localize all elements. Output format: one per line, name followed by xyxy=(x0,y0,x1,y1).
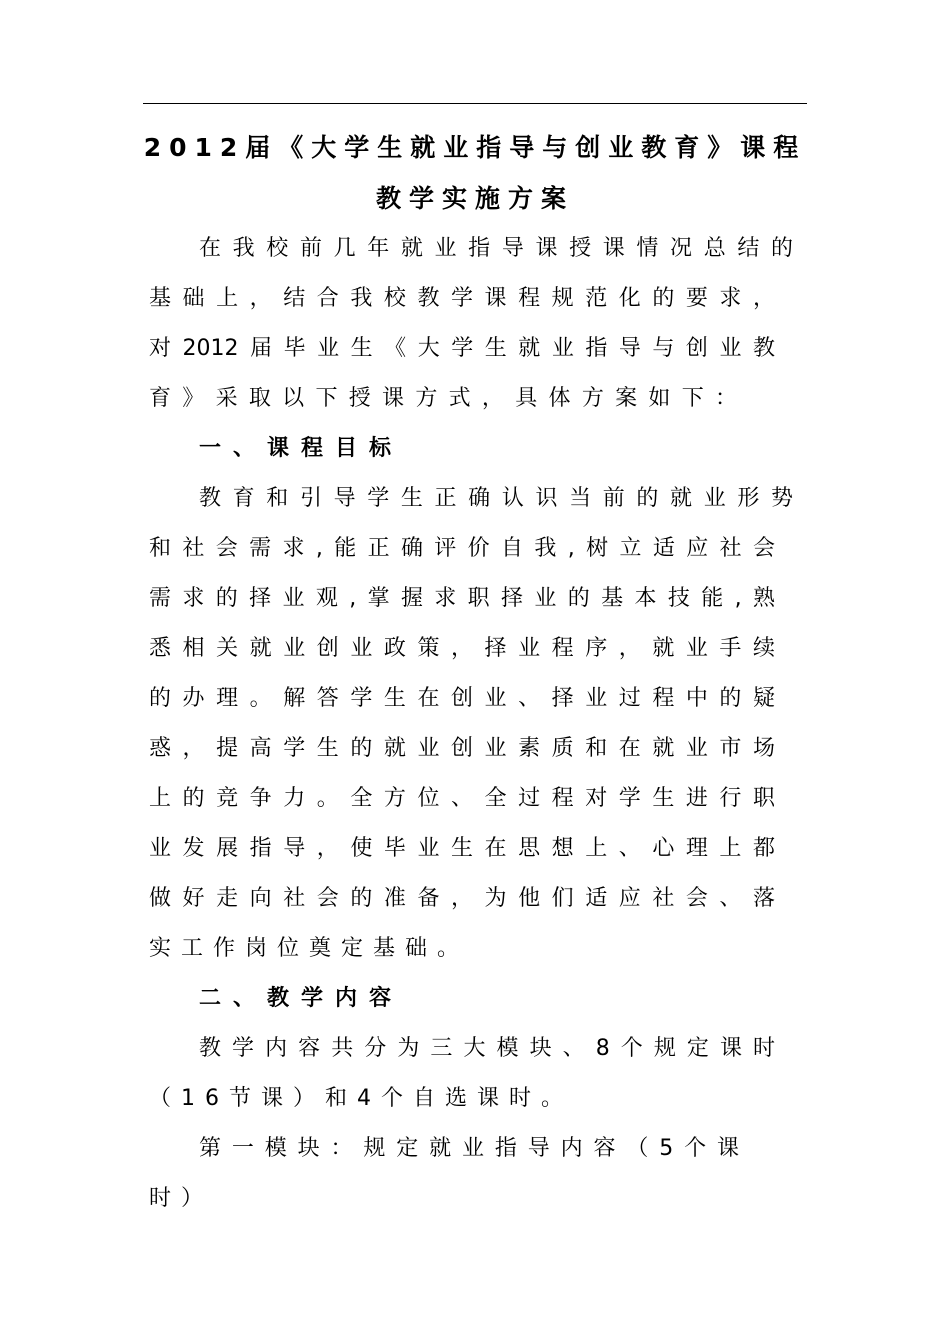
module-1-line-1: 第一模块：规定就业指导内容（5个课 xyxy=(199,1136,739,1161)
section-1-line-7: 上的竞争力。全方位、全过程对学生进行职 xyxy=(149,786,775,811)
section-1-line-9: 做好走向社会的准备，为他们适应社会、落 xyxy=(149,886,775,911)
intro-line-2: 基础上，结合我校教学课程规范化的要求， xyxy=(149,286,775,311)
document-title-line-2: 教学实施方案 xyxy=(375,184,574,213)
section-1-line-4: 悉相关就业创业政策，择业程序，就业手续 xyxy=(149,636,775,661)
section-1-line-1: 教育和引导学生正确认识当前的就业形势 xyxy=(199,486,793,511)
intro-line-1: 在我校前几年就业指导课授课情况总结的 xyxy=(199,236,793,261)
section-2-heading: 二、教学内容 xyxy=(199,986,404,1011)
section-2-line-1: 教学内容共分为三大模块、8个规定课时 xyxy=(199,1036,775,1061)
section-1-line-6: 惑，提高学生的就业创业素质和在就业市场 xyxy=(149,736,775,761)
section-1-line-2: 和社会需求,能正确评价自我,树立适应社会 xyxy=(149,536,775,561)
section-1-line-5: 的办理。解答学生在创业、择业过程中的疑 xyxy=(149,686,775,711)
section-1-line-10: 实工作岗位奠定基础。 xyxy=(149,936,470,961)
intro-line-4: 育》采取以下授课方式，具体方案如下： xyxy=(149,386,737,411)
document-title-line-1: 2012届《大学生就业指导与创业教育》课程 xyxy=(143,133,807,162)
intro-line-3: 对2012届毕业生《大学生就业指导与创业教 xyxy=(149,336,775,361)
section-1-heading: 一、课程目标 xyxy=(199,436,404,461)
section-1-line-3: 需求的择业观,掌握求职择业的基本技能,熟 xyxy=(149,586,775,611)
section-2-line-2: （16节课）和4个自选课时。 xyxy=(149,1086,573,1111)
module-1-line-2: 时） xyxy=(149,1186,214,1211)
section-1-line-8: 业发展指导，使毕业生在思想上、心理上都 xyxy=(149,836,775,861)
header-rule xyxy=(143,103,807,104)
